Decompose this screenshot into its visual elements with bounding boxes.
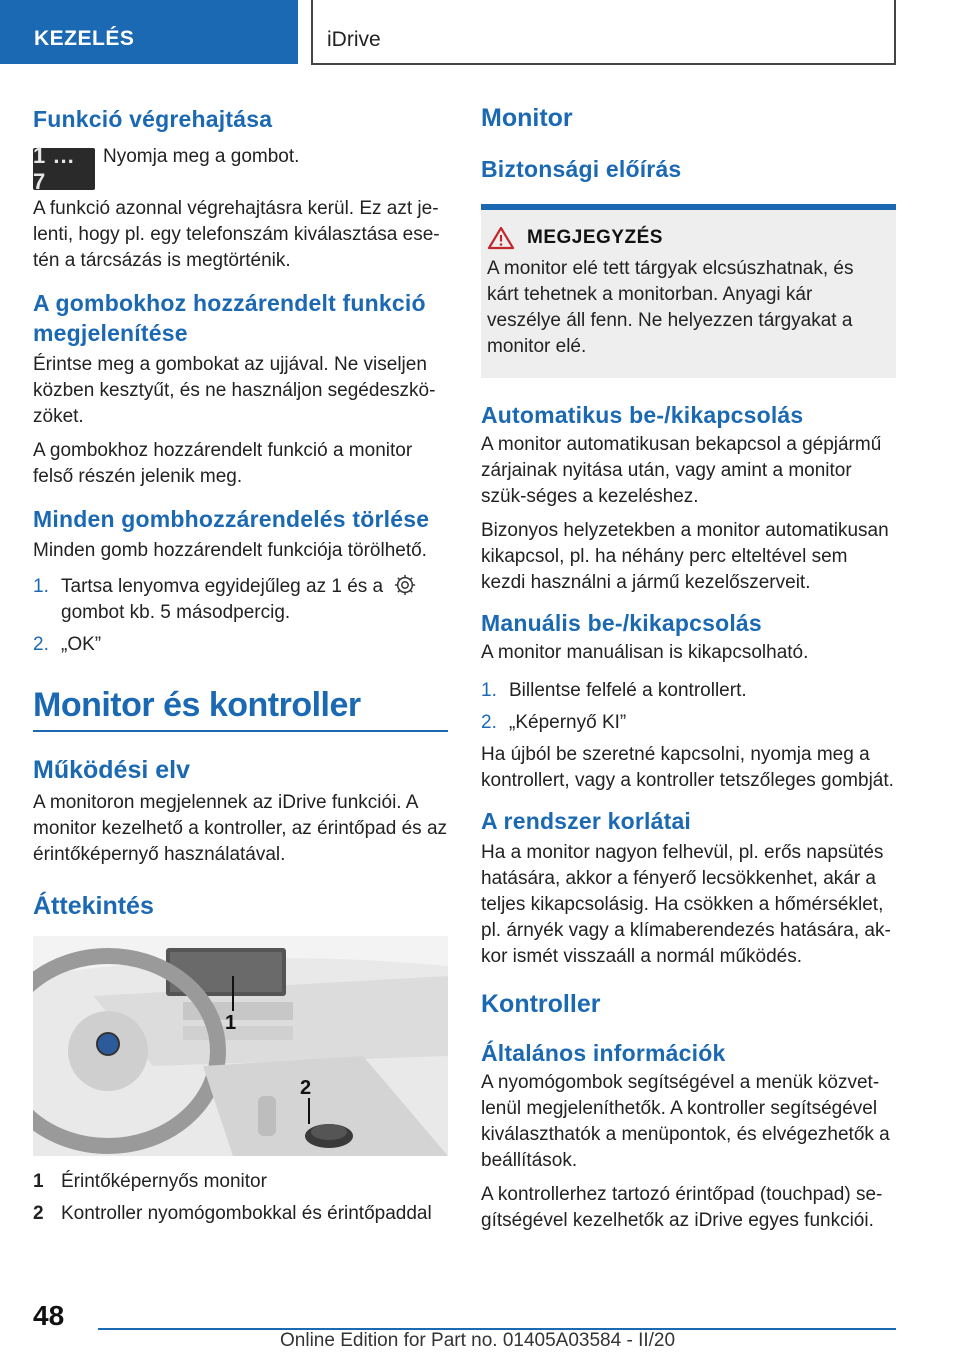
manual-paragraph-2: Ha újból be szeretné kapcsolni, nyomja meg a kontrollert, vagy a kontroller tetszőleges gombját. [481,744,894,791]
auto-paragraph-2: Bizonyos helyzetekben a monitor automatikusan kikapcsol, pl. ha néhány perc elteltével sem kezdi használni a jármű kezelőszerveit. [481,520,889,593]
favorite-keys-icon: 1 ... 7 [33,148,95,190]
execute-text: A funkció azonnal végrehajtásra kerül. Ez azt je-lenti, hogy pl. egy telefonszám kiválasztása ese-tén a tárcsázás is megtörténik. [33,198,440,271]
manual-paragraph: A monitor manuálisan is kikapcsolható. [481,642,809,663]
edition-note: Online Edition for Part no. 01405A03584 - II/20 [280,1330,676,1351]
legend-item [33,1200,448,1228]
heading-overview: Áttekintés [33,892,154,920]
legend-item [33,1168,448,1196]
heading-system-limits: A rendszer korlátai [481,808,692,834]
figure-label-2: 2 [300,1077,312,1099]
heading-execute-function: Funkció végrehajtása [33,106,273,132]
step-text-b: gombot kb. 5 másodpercig. [61,602,291,623]
delete-steps [33,574,448,658]
section-tab: KEZELÉS [0,0,298,64]
step-text: „Képernyő KI” [509,712,627,733]
list-item [481,678,896,704]
right-column [481,98,896,1242]
display-paragraph-1: Érintse meg a gombokat az ujjával. Ne viseljen közben kesztyűt, és ne használjon segédeszkö-zöket. [33,354,436,427]
figure-label-1: 1 [225,1012,237,1034]
general-paragraph-1: A nyomógombok segítségével a menük közvet-lenül megjeleníthetők. A kontroller segítségével kiválaszthatók a menüpontok, és elvégezhetők a beállítások. [481,1072,890,1171]
notice-box [481,204,896,378]
legend-number: 1 [33,1171,44,1192]
display-paragraph-2: A gombokhoz hozzárendelt funkció a monitor felső részén jelenik meg. [33,440,413,487]
heading-delete-assignments: Minden gombhozzárendelés törlése [33,506,430,532]
heading-controller: Kontroller [481,990,601,1018]
notice-header [487,226,888,250]
step-number: 2. [33,634,49,655]
gear-settings-icon [394,574,416,596]
heading-monitor-and-controller: Monitor és kontroller [33,686,361,724]
left-column [33,98,448,1228]
heading-display-function: A gombokhoz hozzárendelt funkció megjelenítése [33,290,426,346]
step-text: „OK” [61,634,102,655]
step-number: 2. [481,712,497,733]
list-item [481,710,896,736]
legend-number: 2 [33,1203,44,1224]
keys-instruction [33,143,448,194]
legend-text: Kontroller nyomógombokkal és érintőpaddal [61,1203,432,1224]
heading-general-info: Általános információk [481,1040,726,1066]
manual-steps [481,678,896,736]
list-item [33,574,448,626]
list-item [33,632,448,658]
general-paragraph-2: A kontrollerhez tartozó érintőpad (touchpad) se-gítségével kezelhetők az iDrive egyes funkciói. [481,1184,883,1231]
heading-rule [33,730,448,732]
auto-paragraph-1: A monitor automatikusan bekapcsol a gépjármű zárjainak nyitása után, vagy amint a monitor szük-séges a kezeléshez. [481,434,882,507]
cockpit-drawing [33,936,448,1156]
figure-legend [33,1168,448,1228]
step-text [61,574,416,626]
notice-text: A monitor elé tett tárgyak elcsúszhatnak, és kárt tehetnek a monitorban. Anyagi kár veszélye áll fenn. Ne helyezzen tárgyakat a monitor elé. [487,258,854,357]
page-number: 48 [33,1300,65,1331]
cockpit-illustration [33,936,448,1156]
step-text-a: Tartsa lenyomva egyidejűleg az 1 és a [61,576,384,597]
execute-instruction: Nyomja meg a gombot. [103,146,300,167]
heading-monitor: Monitor [481,104,573,132]
heading-safety: Biztonsági előírás [481,156,682,182]
step-number: 1. [481,680,497,701]
chapter-tab: iDrive [311,0,896,65]
step-text: Billentse felfelé a kontrollert. [509,680,747,701]
delete-paragraph: Minden gomb hozzárendelt funkciója törölhető. [33,540,427,561]
heading-principle: Működési elv [33,756,190,784]
notice-title: MEGJEGYZÉS [527,227,663,248]
heading-manual-onoff: Manuális be-/kikapcsolás [481,610,762,636]
step-number: 1. [33,576,49,597]
legend-text: Érintőképernyős monitor [61,1171,267,1192]
limits-paragraph: Ha a monitor nagyon felhevül, pl. erős napsütés hatására, akkor a fényerő lecsökkenhet, akár a teljes kikapcsolásig. Ha csökken a hőmérséklet, pl. árnyék vagy a klímaberendezés hatására, ak-kor ismét visszaáll a normál működés. [481,842,891,967]
warning-triangle-icon [487,226,515,250]
principle-paragraph: A monitoron megjelennek az iDrive funkciói. A monitor kezelhető a kontroller, az érintőpad és az érintőképernyő használatával. [33,792,448,865]
heading-auto-onoff: Automatikus be-/kikapcsolás [481,402,804,428]
